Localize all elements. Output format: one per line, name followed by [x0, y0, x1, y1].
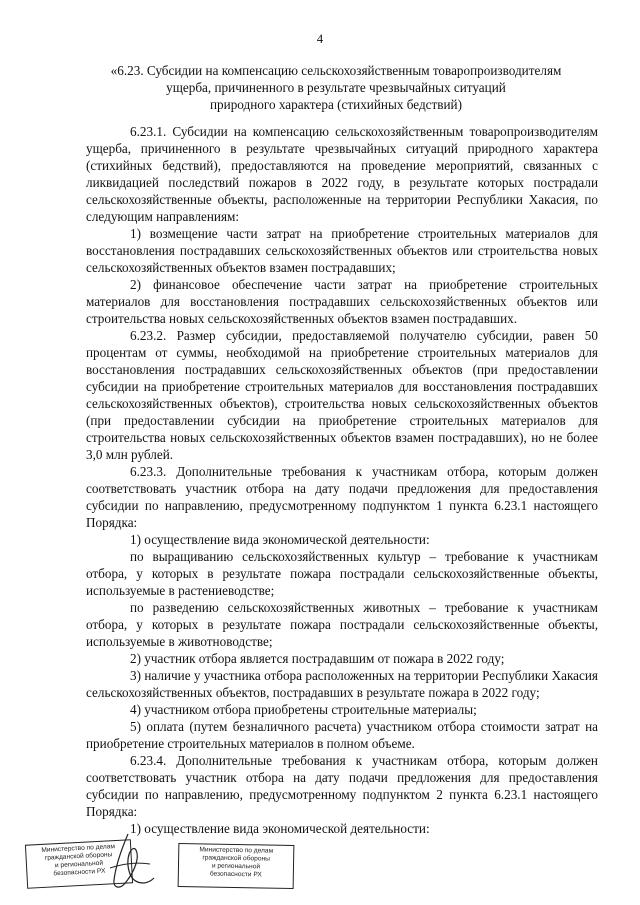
paragraph: по разведению сельскохозяйственных животных – требование к участникам отбора, у которых в результате пожара пострадали сельскохозяйственные объекты, используемые в животноводстве;	[86, 600, 598, 649]
paragraph: 1) осуществление вида экономической деятельности:	[130, 821, 430, 836]
paragraph: 6.23.4. Дополнительные требования к участникам отбора, которым должен соответствовать участник отбора на дату подачи предложения для предоставления субсидии по направлению, предусмотренному подпунктом 2 пункта 6.23.1 настоящего Порядка:	[86, 753, 598, 819]
paragraph: по выращиванию сельскохозяйственных культур – требование к участникам отбора, у которых в результате пожара пострадали сельскохозяйственные объекты, используемые в растениеводстве;	[86, 549, 598, 598]
paragraph: 6.23.1. Субсидии на компенсацию сельскохозяйственным товаропроизводителям ущерба, причиненного в результате чрезвычайных ситуаций природного характера (стихийных бедствий), предоставляются на проведение мероприятий, связанных с ликвидацией последствий пожаров в 2022 году, в результате которых пострадали сельскохозяйственные объекты, расположенные на территории Республики Хакасия, по следующим направлениям:	[86, 124, 598, 224]
heading-line: природного характера (стихийных бедствий)	[209, 97, 463, 112]
official-stamp-right	[178, 843, 295, 889]
stamp-line: и региональной	[211, 862, 261, 871]
stamp-line: гражданской обороны	[202, 854, 270, 863]
page-number: 4	[316, 32, 324, 46]
stamp-line: Министерство по делам	[199, 846, 274, 855]
stamp-line: и региональной	[54, 859, 104, 870]
paragraph: 2) участник отбора является пострадавшим от пожара в 2022 году;	[130, 651, 505, 666]
paragraph: 3) наличие у участника отбора расположенных на территории Республики Хакасия сельскохозяйственных объектов, пострадавших в результате пожара в 2022 году;	[86, 668, 598, 700]
heading-line: «6.23. Субсидии на компенсацию сельскохозяйственным товаропроизводителям	[110, 63, 562, 78]
paragraph: 1) осуществление вида экономической деятельности:	[130, 532, 430, 547]
paragraph: 5) оплата (путем безналичного расчета) участником отбора стоимости затрат на приобретение строительных материалов в полном объеме.	[86, 719, 598, 751]
stamp-line: безопасности РХ	[53, 867, 106, 878]
stamp-line: безопасности РХ	[209, 870, 262, 879]
paragraph: 4) участником отбора приобретены строительные материалы;	[130, 702, 477, 717]
paragraph: 1) возмещение части затрат на приобретение строительных материалов для восстановления пострадавших сельскохозяйственных объектов или строительства новых сельскохозяйственных объектов взамен пострадавших;	[86, 226, 598, 275]
signature-icon	[70, 828, 180, 898]
stamp-line: гражданской обороны	[44, 851, 113, 862]
heading-line: ущерба, причиненного в результате чрезвычайных ситуаций	[166, 80, 506, 95]
paragraph: 6.23.3. Дополнительные требования к участникам отбора, которым должен соответствовать участник отбора на дату подачи предложения для предоставления субсидии по направлению, предусмотренному подпунктом 1 пункта 6.23.1 настоящего Порядка:	[86, 464, 598, 530]
document-body	[86, 123, 598, 837]
section-heading	[86, 62, 586, 113]
stamps-area	[0, 828, 640, 905]
stamp-line: Министерство по делам	[41, 843, 116, 854]
paragraph: 2) финансовое обеспечение части затрат на приобретение строительных материалов для восстановления пострадавших сельскохозяйственных объектов или строительства новых сельскохозяйственных объектов взамен пострадавших.	[86, 277, 598, 326]
paragraph: 6.23.2. Размер субсидии, предоставляемой получателю субсидии, равен 50 процентам от суммы, необходимой на приобретение строительных материалов для восстановления пострадавших сельскохозяйственных объектов (при предоставлении субсидии на приобретение строительных материалов для восстановления пострадавших сельскохозяйственных объектов), строительства новых сельскохозяйственных объектов (при предоставлении субсидии на приобретение строительных материалов для строительства новых сельскохозяйственных объектов взамен пострадавших), но не более 3,0 млн рублей.	[86, 328, 598, 462]
